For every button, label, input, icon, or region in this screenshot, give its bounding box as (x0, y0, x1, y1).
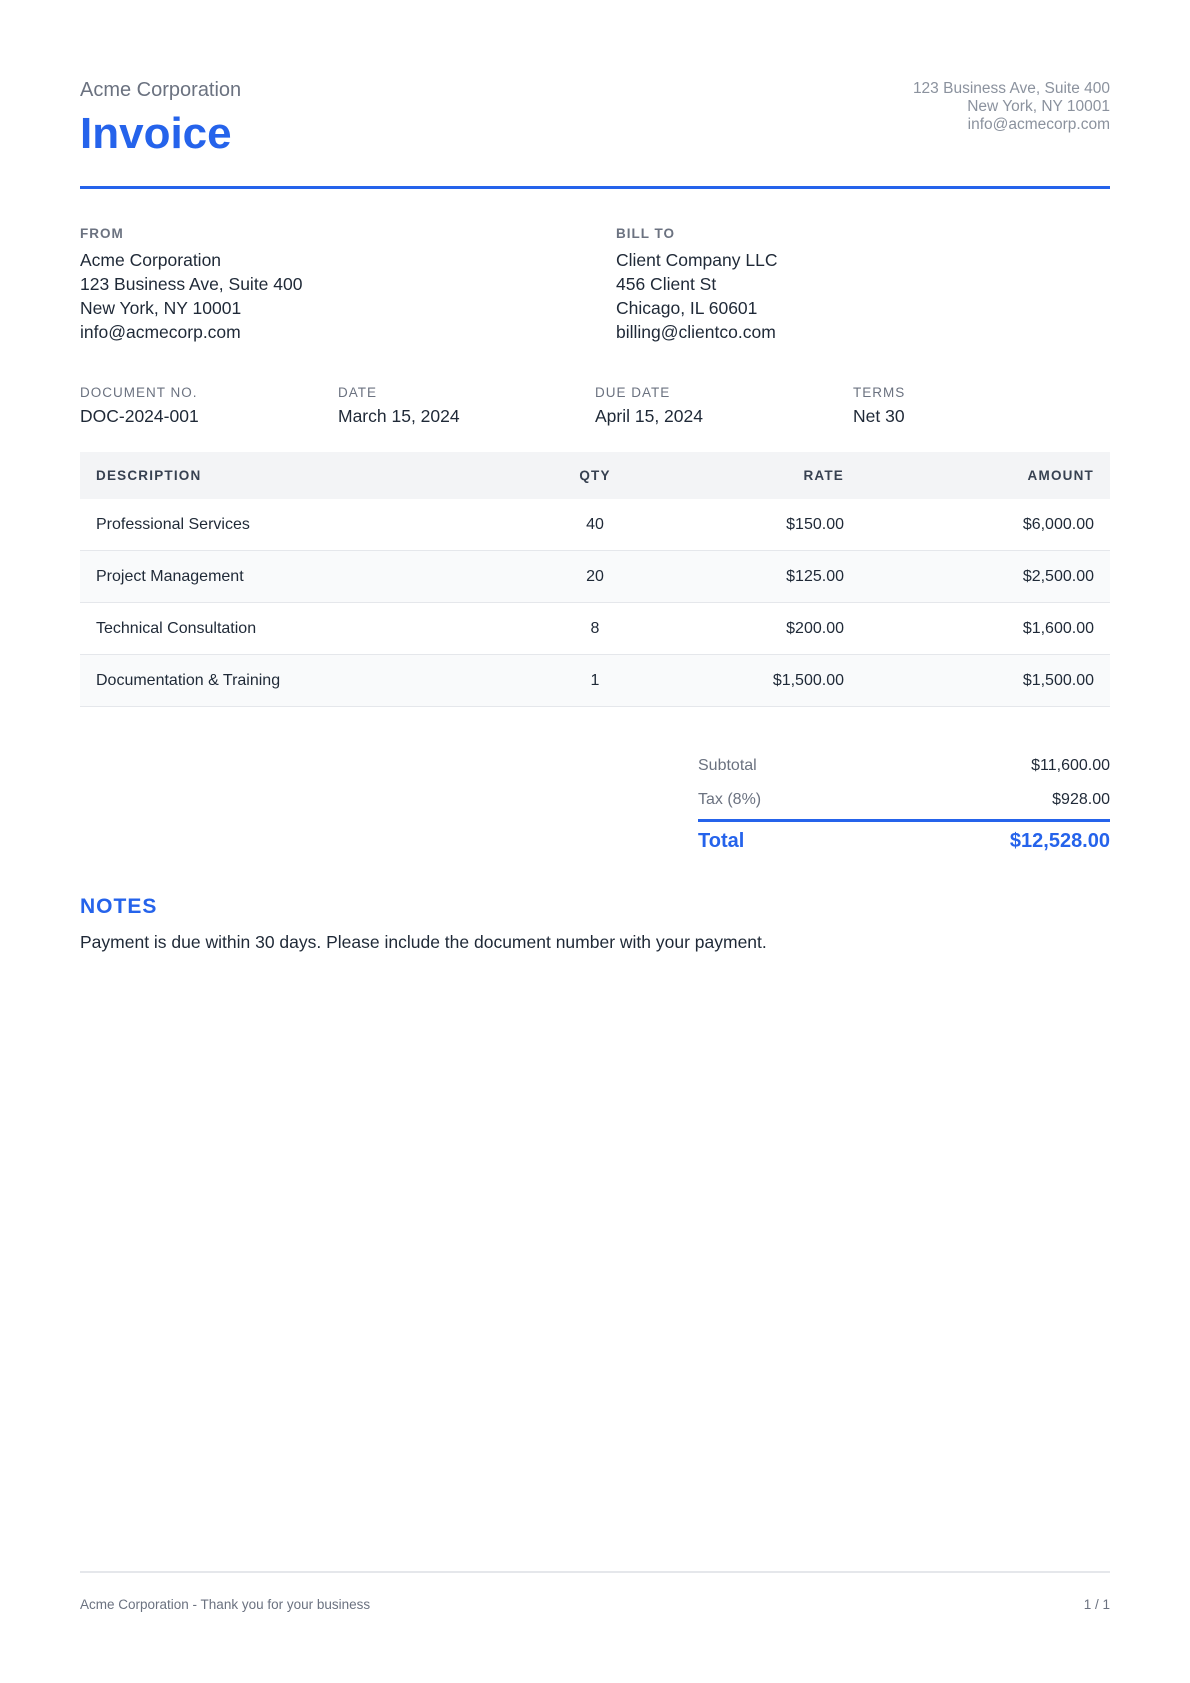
page-footer (80, 1571, 1110, 1613)
column-header-qty: QTY (510, 452, 680, 499)
total-label: Total (698, 830, 745, 852)
from-email: info@acmecorp.com (80, 322, 241, 342)
from-city: New York, NY 10001 (80, 298, 242, 318)
item-rate: $150.00 (680, 499, 860, 551)
column-header-description: DESCRIPTION (80, 452, 510, 499)
tax-value: $928.00 (1052, 791, 1110, 808)
column-header-rate: RATE (680, 452, 860, 499)
item-qty: 8 (510, 603, 680, 655)
item-rate: $125.00 (680, 551, 860, 603)
item-description: Project Management (80, 551, 510, 603)
bill-to-street: 456 Client St (616, 274, 717, 294)
meta-document-number (80, 385, 320, 427)
item-qty: 1 (510, 655, 680, 707)
item-qty: 20 (510, 551, 680, 603)
from-section (80, 226, 540, 344)
meta-due-date (595, 385, 835, 427)
company-address (913, 80, 1110, 134)
page-number: 1 / 1 (1083, 1597, 1110, 1612)
table-row (80, 551, 1110, 603)
item-description: Documentation & Training (80, 655, 510, 707)
subtotal-label: Subtotal (698, 757, 757, 774)
notes-text: Payment is due within 30 days. Please include the document number with your payment. (80, 932, 767, 952)
meta-label: DOCUMENT NO. (80, 385, 198, 400)
company-address-line: 123 Business Ave, Suite 400 (912, 80, 1110, 97)
item-qty: 40 (510, 499, 680, 551)
invoice-header (80, 78, 1110, 189)
item-amount: $1,500.00 (860, 655, 1110, 707)
meta-value: DOC-2024-001 (80, 406, 199, 426)
footer-text: Acme Corporation - Thank you for your business (80, 1597, 371, 1612)
table-row (80, 499, 1110, 551)
invoice-page (80, 0, 1110, 1683)
company-email: info@acmecorp.com (967, 116, 1110, 133)
line-items-table (80, 452, 1110, 707)
item-amount: $2,500.00 (860, 551, 1110, 603)
subtotal-row (698, 751, 1110, 785)
bill-to-name: Client Company LLC (616, 250, 778, 270)
document-title: Invoice (80, 109, 232, 158)
table-row (80, 655, 1110, 707)
bill-to-section (616, 226, 1076, 344)
item-rate: $1,500.00 (680, 655, 860, 707)
from-name: Acme Corporation (80, 250, 222, 270)
company-name: Acme Corporation (80, 79, 242, 101)
tax-label: Tax (8%) (698, 791, 762, 808)
total-row (698, 822, 1110, 864)
bill-to-email: billing@clientco.com (616, 322, 776, 342)
from-label: FROM (80, 226, 124, 241)
item-amount: $1,600.00 (860, 603, 1110, 655)
company-address-line: New York, NY 10001 (967, 98, 1110, 115)
bill-to-city: Chicago, IL 60601 (616, 298, 758, 318)
total-value: $12,528.00 (1009, 830, 1110, 852)
meta-label: DATE (338, 385, 378, 400)
meta-value: Net 30 (853, 406, 905, 426)
table-header-row (80, 452, 1110, 499)
bill-to-label: BILL TO (616, 226, 676, 241)
meta-date (338, 385, 578, 427)
notes-title: NOTES (80, 895, 158, 918)
column-header-amount: AMOUNT (860, 452, 1110, 499)
meta-value: April 15, 2024 (595, 406, 703, 426)
meta-label: TERMS (853, 385, 906, 400)
notes-section (80, 894, 1110, 954)
meta-label: DUE DATE (595, 385, 671, 400)
table-row (80, 603, 1110, 655)
meta-value: March 15, 2024 (338, 406, 460, 426)
totals-section (698, 751, 1110, 864)
from-street: 123 Business Ave, Suite 400 (80, 274, 303, 294)
subtotal-value: $11,600.00 (1031, 757, 1110, 774)
tax-row (698, 785, 1110, 822)
item-description: Technical Consultation (80, 603, 510, 655)
item-amount: $6,000.00 (860, 499, 1110, 551)
meta-terms (853, 385, 1093, 427)
item-description: Professional Services (80, 499, 510, 551)
item-rate: $200.00 (680, 603, 860, 655)
